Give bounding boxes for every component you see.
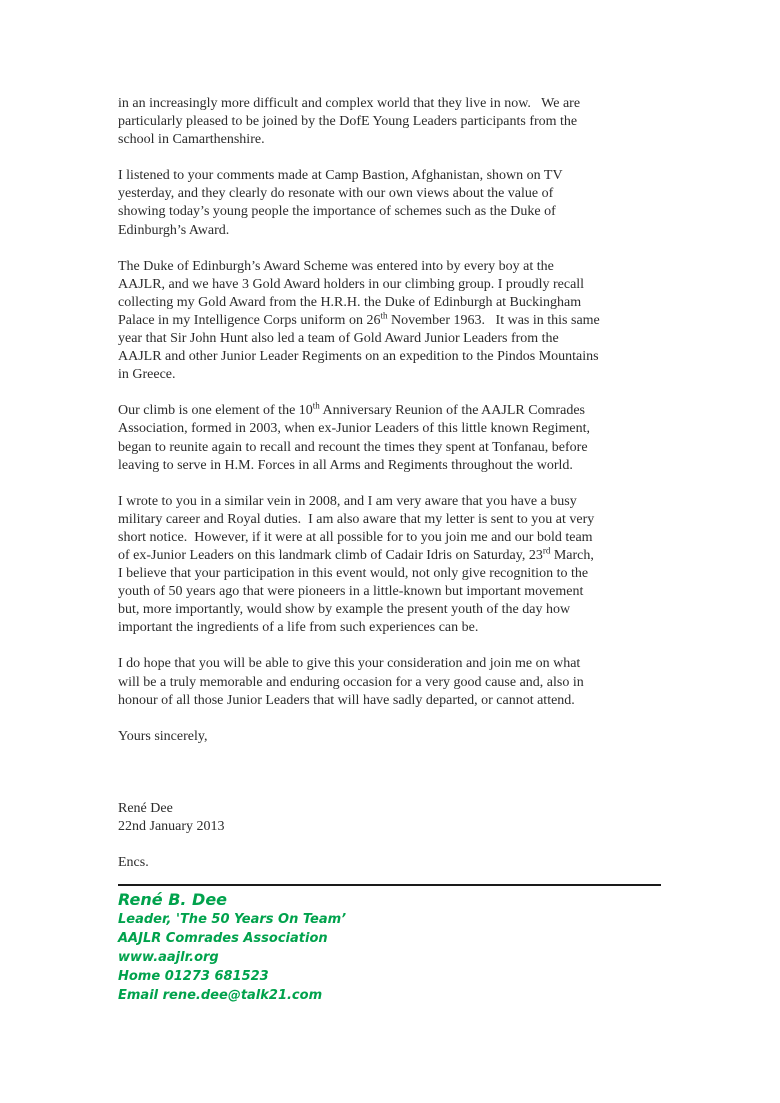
text-line: yesterday, and they clearly do resonate with our own views about the value of — [118, 186, 554, 202]
paragraph — [118, 402, 666, 474]
text-line: I believe that your participation in this event would, not only give recognition to the — [118, 566, 589, 582]
paragraph — [118, 655, 666, 709]
text-line: honour of all those Junior Leaders that will have sadly departed, or cannot attend. — [118, 692, 575, 708]
text-line: The Duke of Edinburgh’s Award Scheme was entered into by every boy at the — [118, 258, 554, 274]
signature-line: Email rene.dee@talk21.com — [118, 988, 323, 1004]
letter-paragraphs — [118, 95, 666, 710]
signature-line: AAJLR Comrades Association — [118, 931, 328, 947]
text-line: school in Camarthenshire. — [118, 132, 265, 148]
text-line: of ex-Junior Leaders on this landmark climb of Cadair Idris on Saturday, 23rd March, — [118, 545, 594, 563]
letter-content — [118, 95, 666, 1005]
signature-divider — [118, 884, 661, 886]
text-line: military career and Royal duties. I am also aware that my letter is sent to you at very — [118, 511, 595, 527]
text-line: short notice. However, if it were at all possible for to you join me and our bold team — [118, 529, 593, 545]
text-line: year that Sir John Hunt also led a team of Gold Award Junior Leaders from the — [118, 331, 559, 347]
text-line: particularly pleased to be joined by the DofE Young Leaders participants from the — [118, 114, 578, 130]
text-line: I wrote to you in a similar vein in 2008, and I am very aware that you have a busy — [118, 493, 577, 509]
text-line: showing today’s young people the importance of schemes such as the Duke of — [118, 204, 556, 220]
signature-lines — [118, 910, 666, 1005]
text-line: important the ingredients of a life from such experiences can be. — [118, 620, 479, 636]
text-line: Association, formed in 2003, when ex-Junior Leaders of this little known Regiment, — [118, 421, 591, 437]
text-line: began to reunite again to recall and recount the times they spent at Tonfanau, before — [118, 439, 588, 455]
text-line: collecting my Gold Award from the H.R.H. the Duke of Edinburgh at Buckingham — [118, 294, 582, 310]
text-line: Edinburgh’s Award. — [118, 222, 230, 238]
text-line: Our climb is one element of the 10th Anniversary Reunion of the AAJLR Comrades — [118, 400, 585, 419]
text-line: AAJLR and other Junior Leader Regiments on an expedition to the Pindos Mountains — [118, 349, 599, 365]
text-line: in Greece. — [118, 367, 176, 383]
text-line: Palace in my Intelligence Corps uniform on 26th November 1963. It was in this same — [118, 310, 600, 328]
text-line: leaving to serve in H.M. Forces in all Arms and Regiments throughout the world. — [118, 457, 573, 473]
closing — [118, 728, 666, 746]
paragraph — [118, 167, 666, 239]
enclosures-text: Encs. — [118, 855, 149, 870]
signature-block — [118, 889, 666, 1005]
text-line: I do hope that you will be able to give this your consideration and join me on what — [118, 656, 581, 672]
paragraph — [118, 95, 666, 149]
paragraph — [118, 258, 666, 385]
signature-line: Leader, 'The 50 Years On Team’ — [118, 912, 347, 928]
paragraph — [118, 493, 666, 638]
text-line: I listened to your comments made at Camp Bastion, Afghanistan, shown on TV — [118, 168, 563, 184]
text-line: youth of 50 years ago that were pioneers in a little-known but important movement — [118, 584, 584, 600]
text-line: will be a truly memorable and enduring occasion for a very good cause and, also in — [118, 674, 584, 690]
signature-name: René B. Dee — [118, 890, 228, 910]
closing-text: Yours sincerely, — [118, 728, 208, 744]
text-line: in an increasingly more difficult and complex world that they live in now. We are — [118, 96, 581, 111]
signoff-date: 22nd January 2013 — [118, 818, 225, 834]
signature-line: Home 01273 681523 — [118, 969, 269, 985]
enclosures — [118, 854, 666, 872]
signoff — [118, 800, 666, 836]
signature-line: www.aajlr.org — [118, 950, 219, 966]
signoff-name: René Dee — [118, 800, 173, 816]
text-line: but, more importantly, would show by example the present youth of the day how — [118, 602, 571, 618]
text-line: AAJLR, and we have 3 Gold Award holders in our climbing group. I proudly recall — [118, 276, 585, 292]
